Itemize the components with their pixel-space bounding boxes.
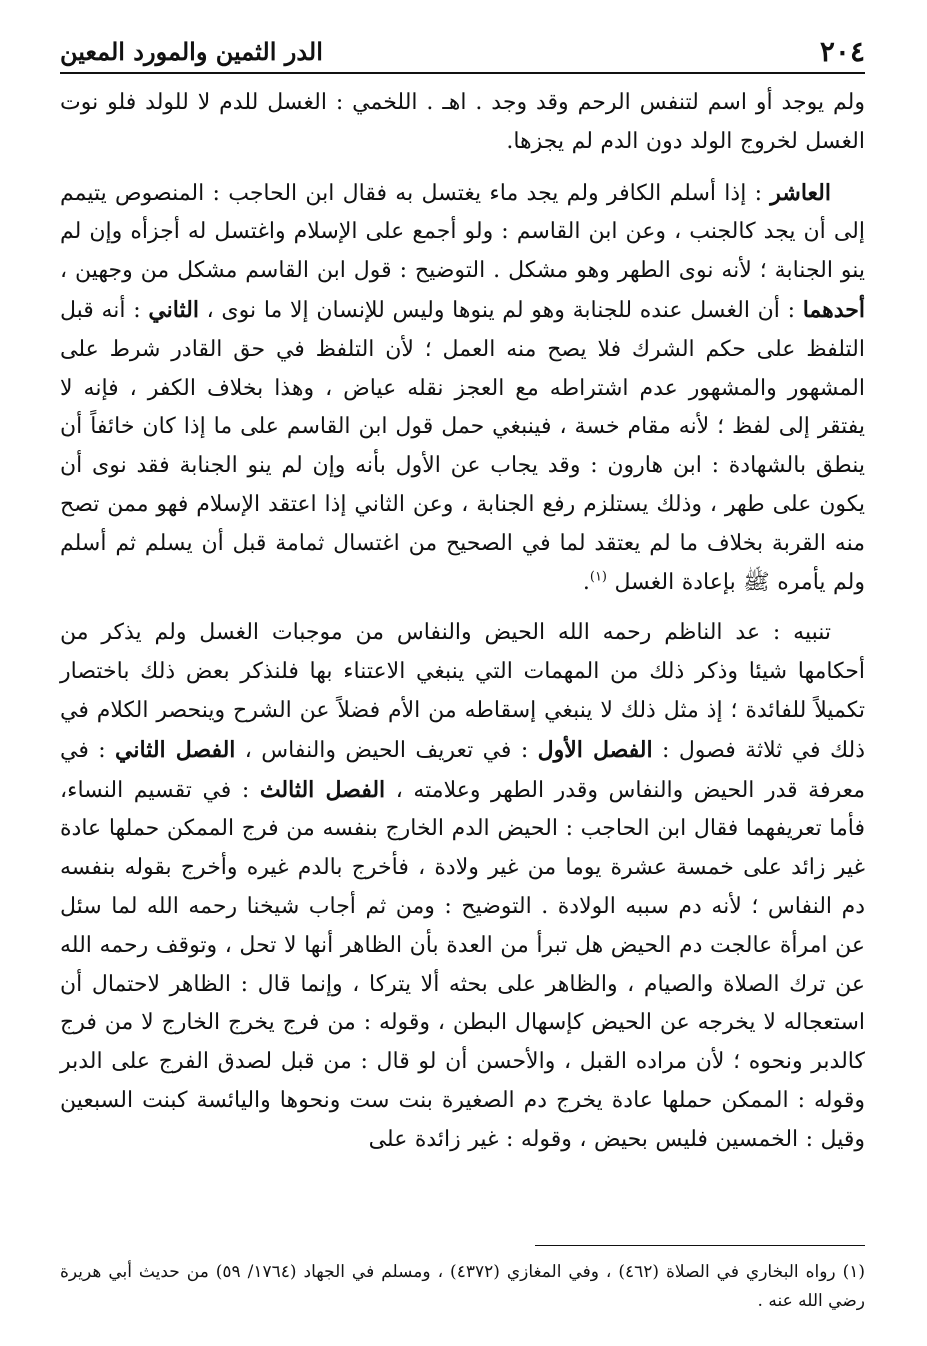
footnote-reference: (١)	[589, 569, 607, 585]
term-second: الثاني	[148, 296, 199, 323]
body-text	[60, 84, 865, 1172]
paragraph-1: ولم يوجد أو اسم لتنفس الرحم وقد وجد . اهـ . اللخمي : الغسل للدم لا للولد فلو نوت الغسل لخروج الولد دون الدم لم يجزها.	[60, 90, 865, 154]
paragraph-3	[60, 614, 865, 1159]
paragraph-3-text-e: : في معرفة قدر الحيض والنفاس وقدر الطهر وعلامته ،	[60, 737, 866, 803]
section-first: الفصل الأول	[537, 736, 653, 763]
paragraph-3-text-g: : في تقسيم النساء، فأما تعريفهما فقال ابن الحاجب : الحيض الدم الخارج بنفسه من فرج الممكن حملها عادة غير زائد على خمسة عشرة يوما من غير ولادة ، فأخرج بالدم غيره وأخرج بقوله بنفسه دم النفاس ؛ لأنه دم سببه الولادة . التوضيح : ومن ثم أجاب شيخنا رحمه الله لما سئل عن امرأة عالجت دم الحيض هل تبرأ من العدة بأن الظاهر أنها لا تحل ، وتوقف رحمه الله عن ترك الصلاة والصيام ، والظاهر على بحثه ألا يتركا ، وإنما قال : الظاهر لاحتمال أن استعجاله لا يخرجه عن الحيض كإسهال البطن ، وقوله : من فرج يخرج الخارج لا من فرج كالدبر ونحوه ؛ لأن مراده القبل ، والأحسن أن لو قال : من قبل لصدق الفرج على الدبر وقوله : الممكن حملها عادة يخرج دم الصغيرة بنت ست ونحوها واليائسة كبنت السبعين وقيل : الخمسين فليس بحيض ، وقوله : غير زائدة على	[60, 777, 865, 1152]
paragraph-2: العاشر : إذا أسلم الكافر ولم يجد ماء يغتسل به فقال ابن الحاجب : المنصوص يتيمم إلى أن يجد كالجنب ، وعن ابن القاسم : ولو أجمع على الإسلام واغتسل له أجزأه وإن لم ينو الجنابة ؛ لأنه نوى الطهر وهو مشكل . التوضيح : قول ابن القاسم مشكل من وجهين ، أحدهما : أن الغسل عنده للجنابة وهو لم ينوها وليس للإنسان إلا ما نوى ، الثاني : أنه قبل التلفظ على حكم الشرك فلا يصح منه العمل ؛ لأن التلفظ في حق القادر شرط على المشهور والمشهور عدم اشتراطه مع العجز نقله عياض ، وهذا بخلاف الكفر ، فإنه لا يفتقر إلى لفظ ؛ لأنه مقام خسة ، فينبغي حمل قول ابن القاسم على ما إذا كان خائفاً أن ينطق بالشهادة : ابن هارون : وقد يجاب عن الأول بأنه وإن لم ينو الجنابة فقد نوى أن يكون على طهر ، وذلك يستلزم رفع الجنابة ، وعن الثاني إذا اعتقد الإسلام فهو ممن تصح منه القربة بخلاف ما لم يعتقد لما في الصحيح من اغتسال ثمامة قبل أن يسلم ثم أسلم ولم يأمره ﷺ بإعادة الغسل $^{(١)}$.	[60, 179, 865, 595]
paragraph-3-text-a: تنبيه : عد الناظم رحمه الله الحيض والنفاس من موجبات الغسل ولم يذكر من أحكامها شيئا وذكر ذلك من المهمات التي ينبغي الاعتناء بها فلنذكر بعض ذلك باختصار تكميلاً للفائدة ؛ إذ مثل ذلك لا ينبغي إسقاطه من الأم فضلاً عن الشرح وينحصر الكلام في ذلك في ثلاثة فصول :	[60, 620, 865, 763]
footnote-divider	[535, 1245, 865, 1246]
term-first: أحدهما	[802, 296, 865, 323]
paragraph-2-text-a: : إذا أسلم الكافر ولم يجد ماء يغتسل به فقال ابن الحاجب : المنصوص يتيمم إلى أن يجد كالجنب ، وعن ابن القاسم : ولو أجمع على الإسلام واغتسل له أجزأه وإن لم ينو الجنابة ؛ لأنه نوى الطهر وهو مشكل . التوضيح : قول ابن القاسم مشكل من وجهين ،	[60, 180, 865, 284]
paragraph-2-text-e: : أنه قبل التلفظ على حكم الشرك فلا يصح منه العمل ؛ لأن التلفظ في حق القادر شرط على المشهور والمشهور عدم اشتراطه مع العجز نقله عياض ، وهذا بخلاف الكفر ، فإنه لا يفتقر إلى لفظ ؛ لأنه مقام خسة ، فينبغي حمل قول ابن القاسم على ما إذا كان خائفاً أن ينطق بالشهادة : ابن هارون : وقد يجاب عن الأول بأنه وإن لم ينو الجنابة فقد نوى أن يكون على طهر ، وذلك يستلزم رفع الجنابة ، وعن الثاني إذا اعتقد الإسلام فهو ممن تصح منه القربة بخلاف ما لم يعتقد لما في الصحيح من اغتسال ثمامة قبل أن يسلم ثم أسلم ولم يأمره ﷺ بإعادة الغسل	[60, 297, 865, 595]
page-header	[60, 28, 865, 74]
paragraph-2-text-c: : أن الغسل عنده للجنابة وهو لم ينوها وليس للإنسان إلا ما نوى ،	[206, 297, 796, 323]
page-number: ٢٠٤	[819, 35, 865, 68]
running-title: الدر الثمين والمورد المعين	[60, 37, 323, 66]
section-third: الفصل الثالث	[259, 776, 386, 803]
section-second: الفصل الثاني	[115, 736, 236, 763]
heading-tenth: العاشر	[770, 179, 831, 206]
paragraph-3-text-c: : في تعريف الحيض والنفاس ،	[244, 737, 529, 763]
footnote: (١) رواه البخاري في الصلاة (٤٦٢) ، وفي المغازي (٤٣٧٢) ، ومسلم في الجهاد (١٧٦٤/ ٥٩) من حديث أبي هريرة رضي الله عنه .	[60, 1262, 866, 1311]
